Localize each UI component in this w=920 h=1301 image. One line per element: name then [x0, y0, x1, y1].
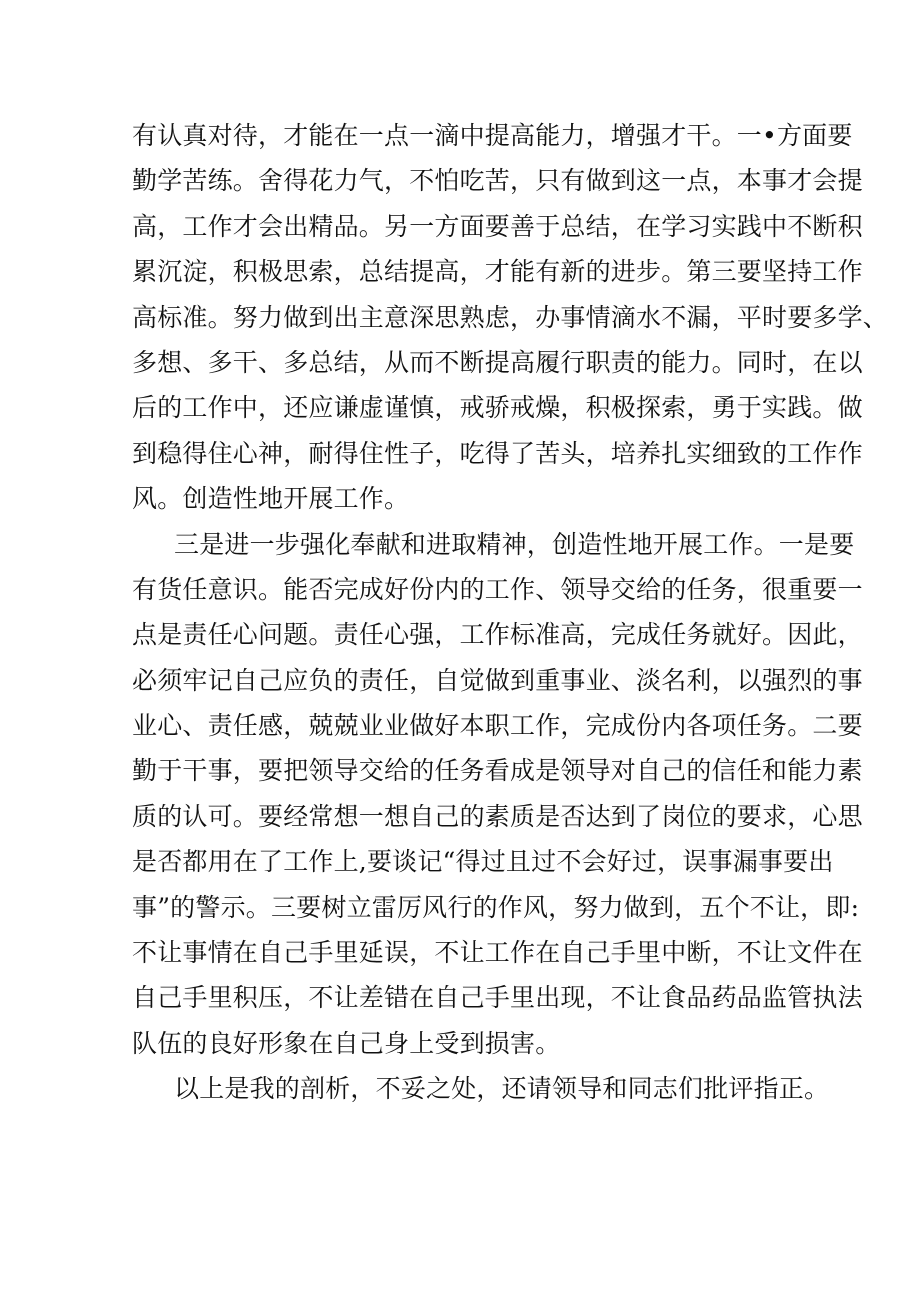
text-line: 后的工作中，还应谦虚谨慎，戒骄戒燥，积极探索，勇于实践。做	[132, 393, 863, 423]
text-line: 多想、多干、多总结，从而不断提高履行职责的能力。同时，在以	[132, 347, 863, 377]
text-line: 高标准。努力做到出主意深思熟虑，办事情滴水不漏，平时要多学、	[132, 302, 889, 332]
paragraph-start-line: 三是进一步强化奉献和进取精神，创造性地开展工作。一是要	[174, 529, 855, 559]
text-line: 必须牢记自己应负的责任，自觉做到重事业、淡名利，以强烈的事	[132, 665, 863, 695]
text-line: 有认真对待，才能在一点一滴中提高能力，增强才干。一•方面要	[132, 121, 853, 150]
text-line: 不让事情在自己手里延误，不让工作在自己手里中断，不让文件在	[132, 938, 863, 968]
text-line: 业心、责任感，兢兢业业做好本职工作，完成份内各项任务。二要	[132, 711, 863, 741]
text-line: 是否都用在了工作上,要谈记“得过且过不会好过，误事漏事要出	[132, 847, 834, 877]
text-line: 累沉淀，积极思索，总结提高，才能有新的进步。第三要坚持工作	[132, 257, 863, 287]
text-line: 风。创造性地开展工作。	[132, 484, 410, 514]
text-line: 自己手里积压，不让差错在自己手里出现，不让食品药品监管执法	[132, 983, 863, 1013]
text-line: 队伍的良好形象在自己身上受到损害。	[132, 1028, 561, 1058]
body-text	[132, 113, 889, 1112]
text-line: 点是责任心问题。责任心强，工作标准高，完成任务就好。因此，	[132, 620, 863, 650]
text-line: 到稳得住心神，耐得住性子，吃得了苦头，培养扎实细致的工作作	[132, 438, 863, 468]
text-line: 事”的警示。三要树立雷厉风行的作风，努力做到，五个不让，即:	[132, 892, 860, 922]
closing-paragraph-line: 以上是我的剖析，不妥之处，还请领导和同志们批评指正。	[174, 1074, 830, 1104]
text-line: 高，工作才会出精品。另一方面要善于总结，在学习实践中不断积	[132, 211, 863, 241]
text-line: 质的认可。要经常想一想自己的素质是否达到了岗位的要求，心思	[132, 801, 863, 831]
text-line: 有货任意识。能否完成好份内的工作、领导交给的任务，很重要一	[132, 574, 863, 604]
text-line: 勤于干事，要把领导交给的任务看成是领导对自己的信任和能力素	[132, 756, 863, 786]
text-line: 勤学苦练。舍得花力气，不怕吃苦，只有做到这一点，本事才会提	[132, 166, 863, 196]
